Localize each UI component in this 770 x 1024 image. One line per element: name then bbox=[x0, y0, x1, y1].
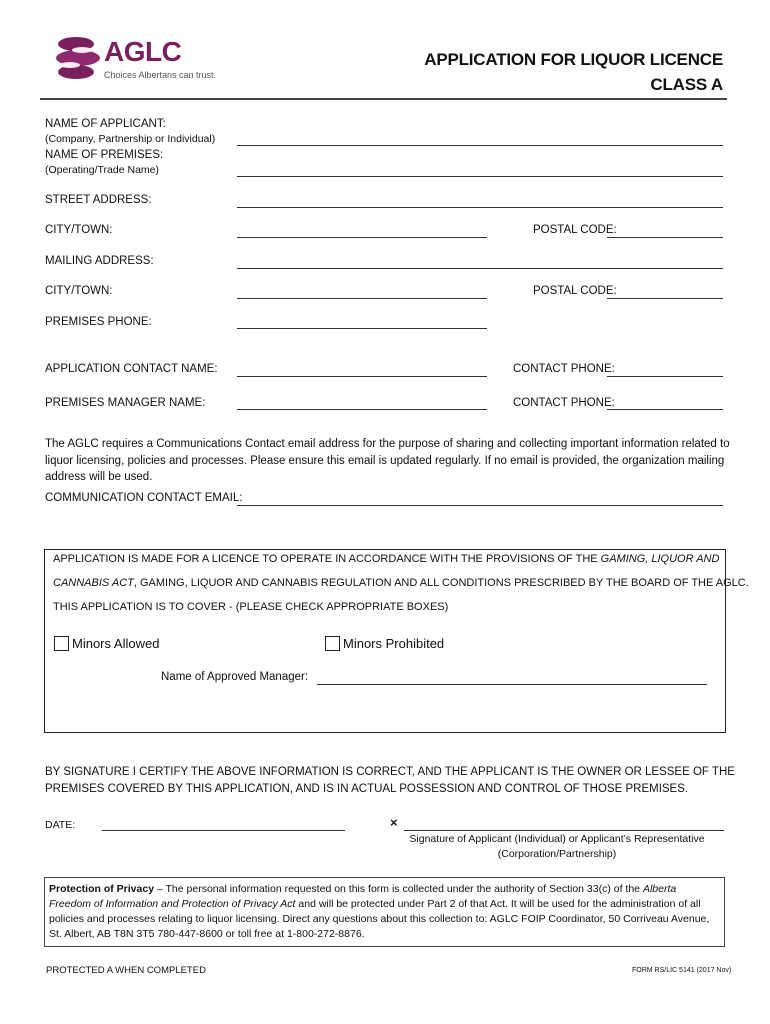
manager-contact-phone-label: CONTACT PHONE: bbox=[513, 397, 615, 409]
approved-manager-label: Name of Approved Manager: bbox=[161, 671, 309, 683]
minors-allowed-checkbox[interactable] bbox=[54, 636, 69, 651]
signature-x-mark: × bbox=[390, 815, 398, 830]
minors-allowed-label: Minors Allowed bbox=[72, 636, 160, 651]
mailing-address-field[interactable] bbox=[237, 268, 723, 269]
privacy-notice: Protection of Privacy – The personal information requested on this form is collected under the authority of Section 33(c) of the Alberta Freedom of Information and Protection of Privacy Act and will be protected under Part 2 of that Act. It will be used for the administration of all policies and processes relating to liquor licensing. Direct any questions about this collection to: AGLC FOIP Coordinator, 50 Corriveau Avenue, St. Albert, AB T8N 3T5 780-447-8600 or toll free at 1-800-272-8876. bbox=[44, 877, 725, 947]
header-divider bbox=[40, 98, 727, 100]
name-of-applicant-label: NAME OF APPLICANT: bbox=[45, 118, 166, 130]
footer-form-number: FORM RS/LIC 5141 (2017 Nov) bbox=[632, 967, 732, 974]
communication-email-label: COMMUNICATION CONTACT EMAIL: bbox=[45, 492, 243, 504]
application-statement-line2: CANNABIS ACT, GAMING, LIQUOR AND CANNABIS REGULATION AND ALL CONDITIONS PRESCRIBED BY THE BOARD OF THE AGLC. bbox=[53, 577, 749, 589]
name-of-premises-sublabel: (Operating/Trade Name) bbox=[45, 164, 159, 176]
mailing-address-label: MAILING ADDRESS: bbox=[45, 255, 154, 267]
date-field[interactable] bbox=[102, 830, 345, 831]
premises-phone-label: PREMISES PHONE: bbox=[45, 316, 152, 328]
manager-contact-phone-field[interactable] bbox=[607, 409, 723, 410]
minors-prohibited-checkbox[interactable] bbox=[325, 636, 340, 651]
premises-manager-name-field[interactable] bbox=[237, 409, 487, 410]
form-class: CLASS A bbox=[650, 75, 723, 94]
premises-manager-name-label: PREMISES MANAGER NAME: bbox=[45, 397, 206, 409]
contact-phone-field[interactable] bbox=[607, 376, 723, 377]
application-contact-name-label: APPLICATION CONTACT NAME: bbox=[45, 363, 218, 375]
premises-phone-field[interactable] bbox=[237, 328, 487, 329]
logo-tagline: Choices Albertans can trust. bbox=[104, 70, 217, 80]
certification-statement: BY SIGNATURE I CERTIFY THE ABOVE INFORMATION IS CORRECT, AND THE APPLICANT IS THE OWNER OR LESSEE OF THE PREMISES COVERED BY THIS APPLICATION, AND IS IN ACTUAL POSSESSION AND CONTROL OF THOSE PREMISES. bbox=[45, 766, 735, 795]
postal-code-label: POSTAL CODE: bbox=[533, 224, 617, 236]
aglc-logo-mark bbox=[52, 33, 102, 83]
city-town-field[interactable] bbox=[237, 237, 487, 238]
date-label: DATE: bbox=[45, 819, 76, 831]
postal-code-field[interactable] bbox=[607, 237, 723, 238]
name-of-applicant-field[interactable] bbox=[237, 145, 723, 146]
contact-phone-label: CONTACT PHONE: bbox=[513, 363, 615, 375]
signature-caption-line1: Signature of Applicant (Individual) or Applicant’s Representative bbox=[409, 833, 705, 845]
communication-email-field[interactable] bbox=[237, 505, 723, 506]
name-of-applicant-sublabel: (Company, Partnership or Individual) bbox=[45, 133, 216, 145]
application-statement-line1: APPLICATION IS MADE FOR A LICENCE TO OPERATE IN ACCORDANCE WITH THE PROVISIONS OF THE GAMING, LIQUOR AND bbox=[53, 553, 720, 565]
application-coverage-instruction: THIS APPLICATION IS TO COVER - (PLEASE CHECK APPROPRIATE BOXES) bbox=[53, 601, 449, 613]
footer-protected-label: PROTECTED A WHEN COMPLETED bbox=[46, 965, 206, 976]
city-town-label: CITY/TOWN: bbox=[45, 224, 113, 236]
signature-caption-line2: (Corporation/Partnership) bbox=[497, 848, 617, 860]
minors-prohibited-label: Minors Prohibited bbox=[343, 636, 445, 651]
mailing-postal-code-label: POSTAL CODE: bbox=[533, 285, 617, 297]
signature-field[interactable] bbox=[404, 830, 724, 831]
communications-note: The AGLC requires a Communications Contact email address for the purpose of sharing and collecting important information related to liquor licensing, policies and processes. Please ensure this email is updated regularly. If no email is provided, the organization mailing address will be used. bbox=[45, 438, 730, 483]
name-of-premises-label: NAME OF PREMISES: bbox=[45, 149, 164, 161]
street-address-field[interactable] bbox=[237, 207, 723, 208]
name-of-premises-field[interactable] bbox=[237, 176, 723, 177]
application-contact-name-field[interactable] bbox=[237, 376, 487, 377]
mailing-city-town-label: CITY/TOWN: bbox=[45, 285, 113, 297]
mailing-postal-code-field[interactable] bbox=[607, 298, 723, 299]
street-address-label: STREET ADDRESS: bbox=[45, 194, 152, 206]
form-title: APPLICATION FOR LIQUOR LICENCE bbox=[424, 50, 723, 69]
mailing-city-town-field[interactable] bbox=[237, 298, 487, 299]
approved-manager-field[interactable] bbox=[317, 684, 707, 685]
aglc-logo-text: AGLC bbox=[104, 36, 182, 67]
